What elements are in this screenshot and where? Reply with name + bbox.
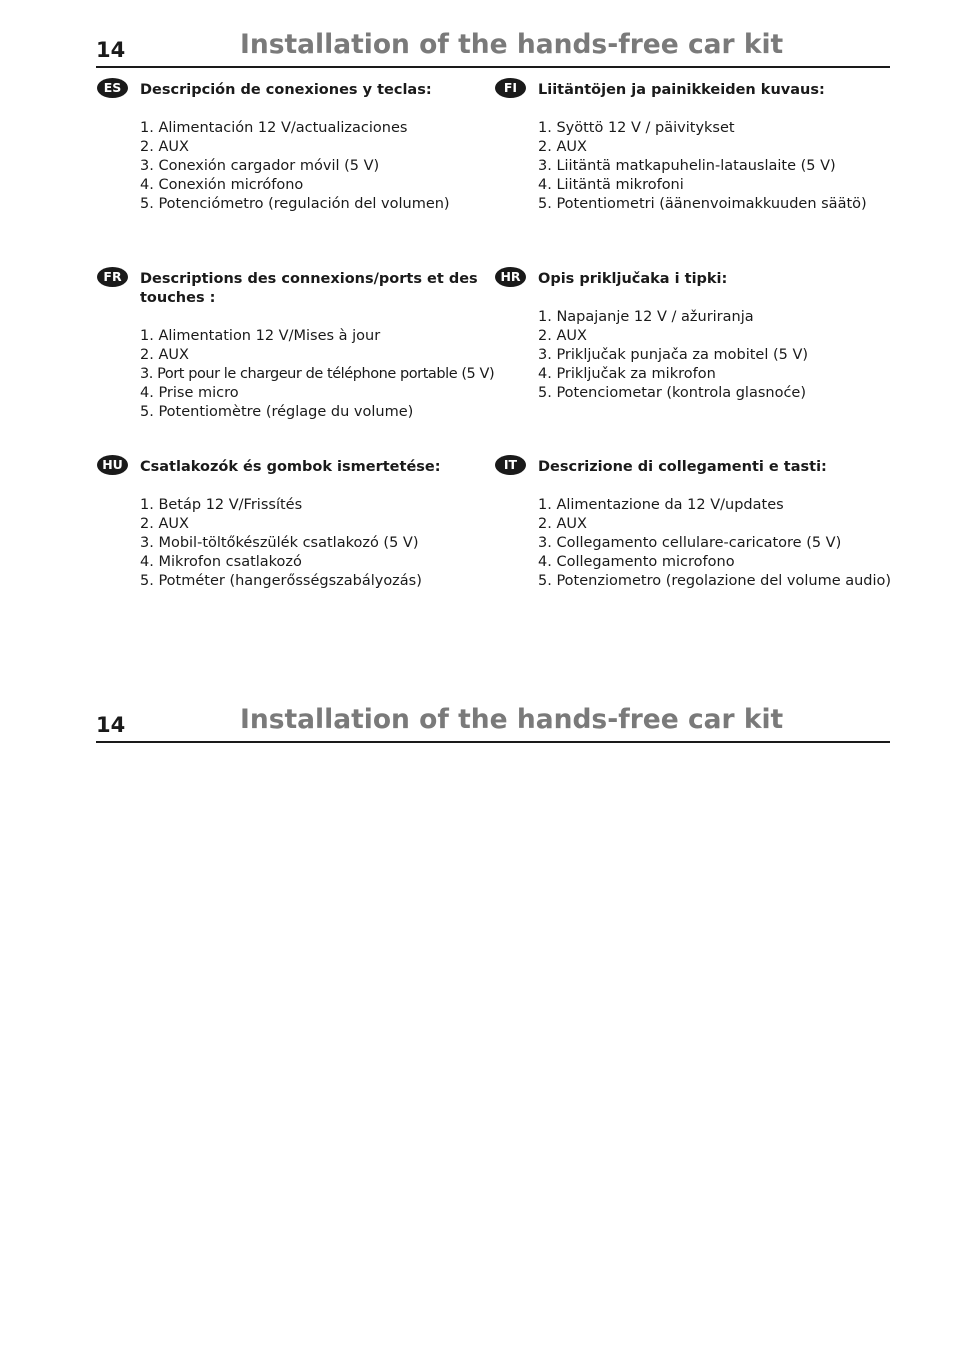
page-number: 14 xyxy=(96,713,126,737)
item-list xyxy=(140,119,500,214)
section-es xyxy=(103,80,500,214)
list-item: 1. Alimentazione da 12 V/updates xyxy=(538,497,784,513)
section-title-line: touches : xyxy=(140,290,216,306)
page-title: Installation of the hands-free car kit xyxy=(240,704,784,735)
list-item: 2. AUX xyxy=(140,139,189,155)
list-item: 2. AUX xyxy=(538,516,587,532)
section-title: Csatlakozók és gombok ismertetése: xyxy=(140,459,441,475)
list-item: 5. Potenciómetro (regulación del volumen) xyxy=(140,196,450,212)
section-title: Descrizione di collegamenti e tasti: xyxy=(538,459,827,475)
page-header xyxy=(96,701,890,743)
list-item: 4. Mikrofon csatlakozó xyxy=(140,554,302,570)
section-it xyxy=(503,457,898,591)
list-item: 2. AUX xyxy=(538,139,587,155)
list-item: 2. AUX xyxy=(140,516,189,532)
list-item: 2. AUX xyxy=(140,347,189,363)
list-item: 4. Collegamento microfono xyxy=(538,554,735,570)
section-fi xyxy=(503,80,898,214)
list-item: 4. Prise micro xyxy=(140,385,239,401)
language-badge-es: ES xyxy=(97,78,128,98)
item-list xyxy=(538,119,898,214)
list-item: 5. Potenziometro (regolazione del volume audio) xyxy=(538,573,892,589)
language-badge-fr: FR xyxy=(97,267,128,287)
item-list xyxy=(538,308,898,403)
list-item: 3. Conexión cargador móvil (5 V) xyxy=(140,158,380,174)
list-item: 1. Alimentación 12 V/actualizaciones xyxy=(140,120,408,136)
list-item: 1. Betáp 12 V/Frissítés xyxy=(140,497,303,513)
list-item: 5. Potméter (hangerősségszabályozás) xyxy=(140,573,422,589)
section-title: Liitäntöjen ja painikkeiden kuvaus: xyxy=(538,82,825,98)
section-title: Descripción de conexiones y teclas: xyxy=(140,82,432,98)
page-title: Installation of the hands-free car kit xyxy=(240,29,784,60)
list-item: 3. Collegamento cellulare-caricatore (5 V) xyxy=(538,535,842,551)
language-badge-fi: FI xyxy=(495,78,526,98)
language-badge-hu: HU xyxy=(97,455,128,475)
list-item: 1. Alimentation 12 V/Mises à jour xyxy=(140,328,381,344)
list-item: 5. Potenciometar (kontrola glasnoće) xyxy=(538,385,807,401)
section-title: Opis priključaka i tipki: xyxy=(538,271,728,287)
list-item: 4. Conexión micrófono xyxy=(140,177,304,193)
list-item: 1. Syöttö 12 V / päivitykset xyxy=(538,120,735,136)
section-title xyxy=(140,270,500,308)
list-item: 4. Priključak za mikrofon xyxy=(538,366,716,382)
section-title-line: Descriptions des connexions/ports et des xyxy=(140,271,478,287)
list-item: 4. Liitäntä mikrofoni xyxy=(538,177,684,193)
page-header xyxy=(96,26,890,68)
list-item: 5. Potentiomètre (réglage du volume) xyxy=(140,404,414,420)
list-item: 5. Potentiometri (äänenvoimakkuuden säätö) xyxy=(538,196,867,212)
list-item: 3. Port pour le chargeur de téléphone portable (5 V) xyxy=(140,366,495,382)
list-item: 1. Napajanje 12 V / ažuriranja xyxy=(538,309,754,325)
section-fr xyxy=(103,269,500,422)
list-item: 2. AUX xyxy=(538,328,587,344)
item-list xyxy=(140,496,500,591)
item-list xyxy=(538,496,898,591)
language-badge-hr: HR xyxy=(495,267,526,287)
language-badge-it: IT xyxy=(495,455,526,475)
list-item: 3. Mobil-töltőkészülék csatlakozó (5 V) xyxy=(140,535,419,551)
section-hu xyxy=(102,457,500,591)
page-number: 14 xyxy=(96,38,126,62)
list-item: 3. Priključak punjača za mobitel (5 V) xyxy=(538,347,809,363)
item-list xyxy=(140,327,500,422)
section-hr xyxy=(500,269,898,403)
list-item: 3. Liitäntä matkapuhelin-latauslaite (5 V) xyxy=(538,158,836,174)
